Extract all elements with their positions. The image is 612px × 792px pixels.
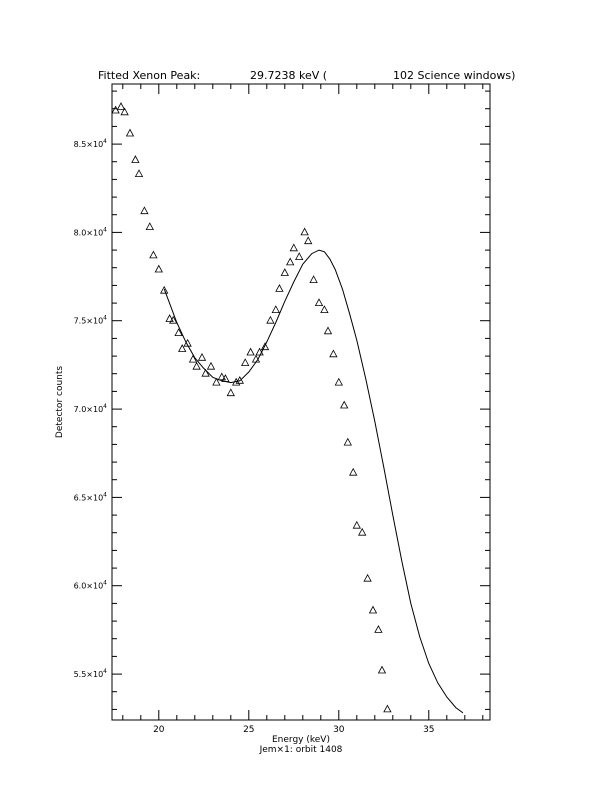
y-tick-label: $6.5\times 10^4$ [73, 491, 107, 503]
chart-title [98, 69, 515, 82]
data-point [359, 529, 366, 536]
data-point [330, 350, 337, 357]
y-axis [74, 91, 490, 709]
data-point [127, 130, 134, 137]
y-tick-label: $7.5\times 10^4$ [73, 314, 107, 326]
x-tick-label: 30 [333, 725, 345, 735]
data-point [353, 522, 360, 529]
data-point [208, 363, 215, 370]
data-point [242, 359, 249, 366]
data-point [281, 269, 288, 276]
data-point [350, 469, 357, 476]
data-point [267, 317, 274, 324]
y-tick-label: $8.0\times 10^4$ [73, 226, 107, 238]
data-point [150, 251, 157, 258]
data-point [321, 306, 328, 313]
data-point [276, 285, 283, 292]
plot-frame [112, 84, 490, 720]
x-tick-label: 35 [423, 725, 435, 735]
data-point [132, 156, 139, 163]
data-point [370, 607, 377, 614]
data-point [141, 207, 148, 214]
data-point [364, 575, 371, 582]
y-tick-label: $7.0\times 10^4$ [73, 403, 107, 415]
chart-title-left: Fitted Xenon Peak: [98, 69, 201, 82]
data-point [287, 258, 294, 265]
y-tick-label: $8.5\times 10^4$ [73, 138, 107, 150]
data-point [341, 402, 348, 409]
data-point [136, 170, 143, 177]
data-point [316, 299, 323, 306]
data-point [193, 363, 200, 370]
data-point [301, 228, 308, 235]
chart-title-value: 29.7238 keV ( [250, 69, 328, 82]
data-point [272, 306, 279, 313]
data-point [305, 237, 312, 244]
data-point [325, 327, 332, 334]
y-axis-label: Detector counts [55, 365, 65, 439]
data-point [227, 389, 234, 396]
x-axis [123, 84, 483, 735]
data-point [290, 244, 297, 251]
data-point [146, 223, 153, 230]
data-points [112, 103, 391, 712]
data-point [344, 439, 351, 446]
data-point [296, 253, 303, 260]
x-tick-label: 25 [243, 725, 255, 735]
chart-caption: Jem×1: orbit 1408 [259, 745, 343, 755]
data-point [155, 266, 162, 273]
data-point [310, 276, 317, 283]
data-point [247, 349, 254, 356]
chart-title-windows: 102 Science windows) [393, 69, 516, 82]
data-point [118, 103, 125, 110]
fit-curve [164, 250, 463, 713]
x-axis-label: Energy (keV) [272, 735, 330, 745]
data-point [199, 354, 206, 361]
data-point [375, 626, 382, 633]
data-point [335, 379, 342, 386]
x-tick-label: 20 [153, 725, 165, 735]
data-point [379, 667, 386, 674]
y-tick-label: $6.0\times 10^4$ [73, 579, 107, 591]
data-point [384, 705, 391, 712]
y-tick-label: $5.5\times 10^4$ [73, 668, 107, 680]
